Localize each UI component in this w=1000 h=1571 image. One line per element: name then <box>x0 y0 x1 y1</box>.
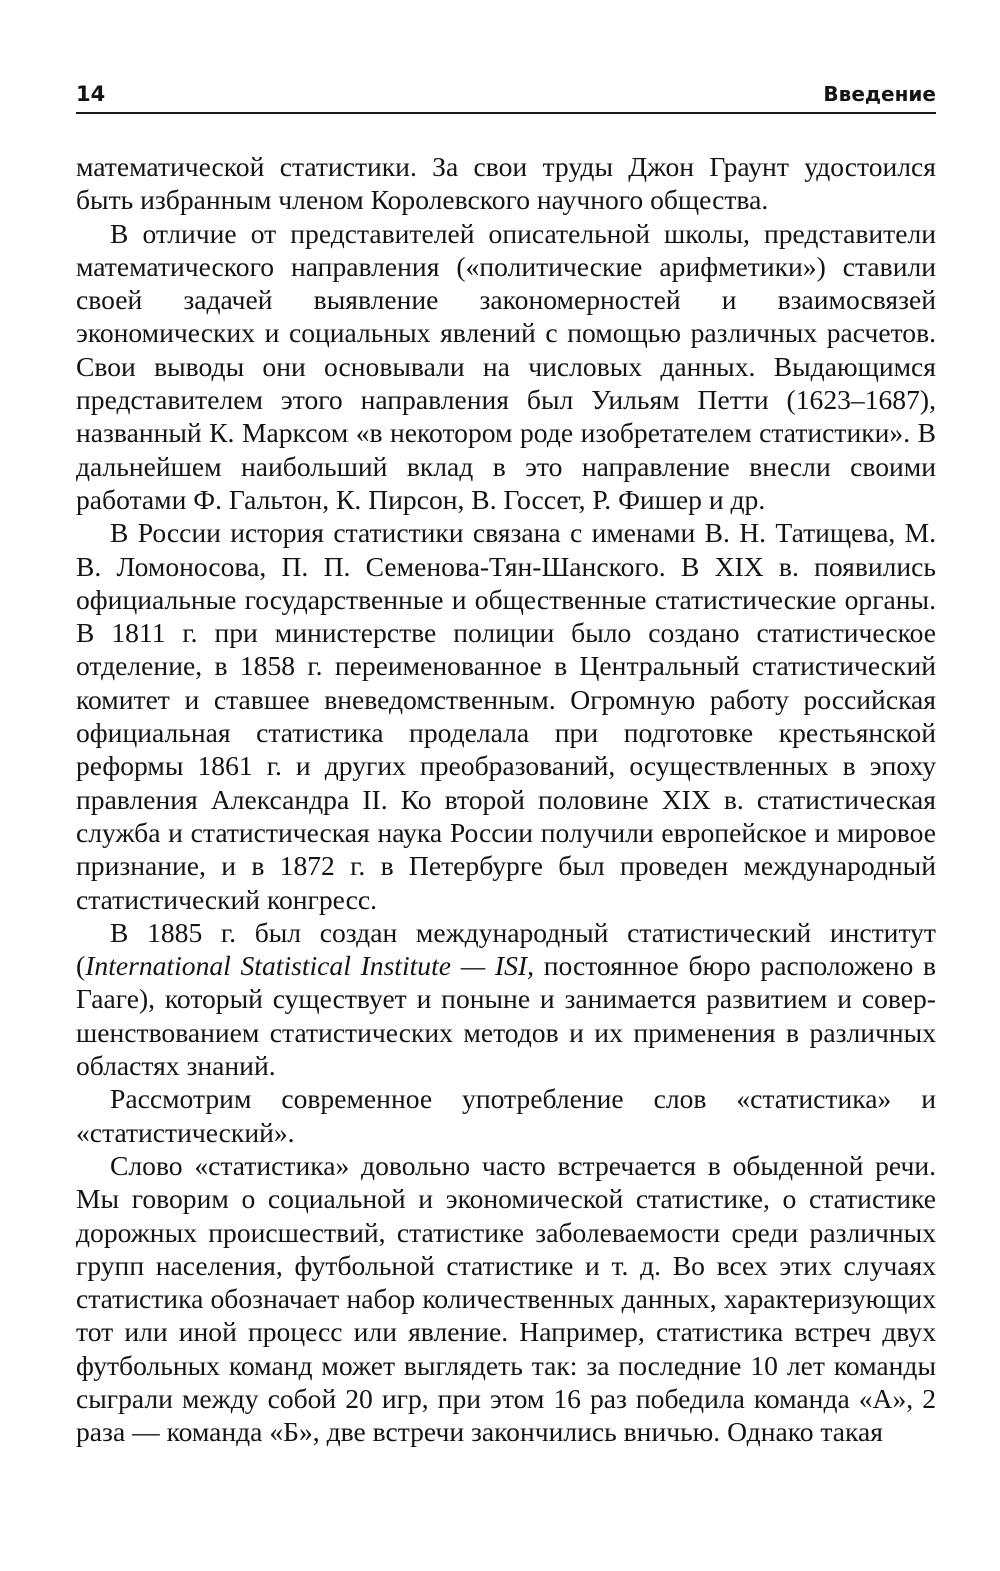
paragraph-isi <box>76 916 936 1082</box>
isi-name-italic: International Statistical Institute — ISI, <box>85 950 535 982</box>
paragraph-graunt-continuation: математической статистики. За свои труды Джон Граунт удостоился быть избранным членом Королевского научного общества. <box>76 151 936 216</box>
paragraph-everyday-statistics: Слово «статистика» довольно часто встречается в обыденной речи. Мы говорим о социальной и экономической статистике, о статистике дорожных происшествий, статистике заболеваемости среди различных групп населения, футбольной статистике и т. д. Во всех этих случаях статистика обозначает набор количественных данных, характеризующих тот или иной процесс или явление. Например, статистика встреч двух футбольных команд может выглядеть так: за последние 10 лет команды сыграли между собой 20 игр, при этом 16 раз победила команда «А», 2 раза — команда «Б», две встречи закончились вничью. Однако такая <box>76 1149 936 1448</box>
isi-text-after: постоянное бюро расположено в Гааге), который существует и поныне и занимается развитием и совершенствованием статистических методов и их применения в различных областях знаний. <box>76 950 937 1082</box>
paragraph-russian-statistics-history: В России история статистики связана с именами В. Н. Татищева, М. В. Ломоносова, П. П. Семенова-Тян-Шанского. В XIX в. появились официальные государственные и общественные статистические органы. В 1811 г. при министерстве полиции было создано статистическое отделение, в 1858 г. переименованное в Центральный статистический комитет и ставшее вневедомственным. Огромную работу российская официальная статистика проделала при подготовке крестьянской реформы 1861 г. и других преобразований, осуществленных в эпоху правления Александра II. Ко второй половине XIX в. статистическая служба и статистическая наука России получили европейское и мировое признание, и в 1872 г. в Петербурге был проведен международный статистический конгресс. <box>76 517 936 915</box>
running-header <box>76 78 936 114</box>
paragraph-political-arithmetic: В отличие от представителей описательной школы, представители математического направления («политические арифметики») ставили своей задачей выявление закономерностей и взаимосвязей экономических и социальных явлений с помощью различных расчетов. Свои выводы они основывали на числовых данных. Выдающимся представителем этого направления был Уильям Петти (1623–1687), названный К. Марксом «в некотором роде изобретателем статистики». В дальнейшем наибольший вклад в это направление внесли своими работами Ф. Гальтон, К. Пирсон, В. Госсет, Р. Фишер и др. <box>76 217 936 515</box>
paragraph-word-usage-intro: Рассмотрим современное употребление слов «статистика» и «статистический». <box>76 1083 936 1148</box>
section-title: Введение <box>823 82 936 106</box>
body-text <box>76 150 936 1449</box>
isi-text-before: В 1885 г. был создан международный статистический институт ( <box>76 916 936 982</box>
page-number: 14 <box>76 82 106 106</box>
